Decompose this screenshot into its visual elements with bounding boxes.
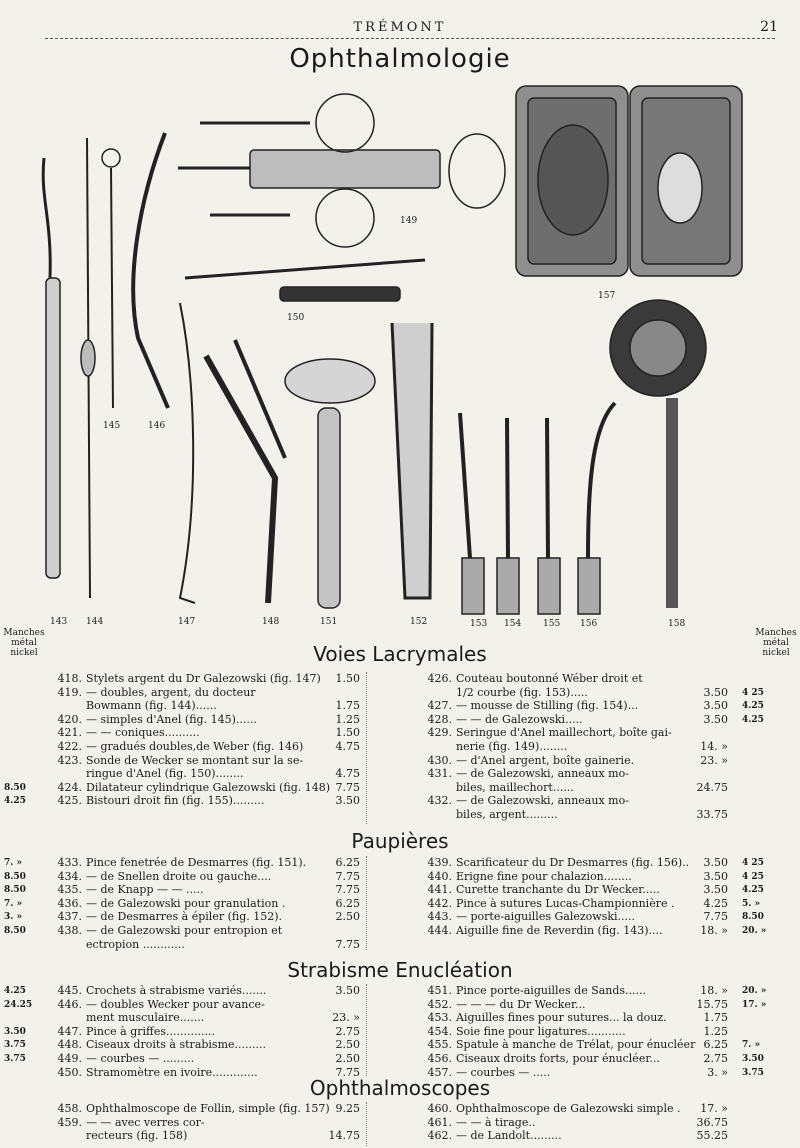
item-price: 36.75: [696, 1115, 728, 1129]
catalog-row: [420, 1011, 728, 1025]
item-number: 438.: [57, 923, 82, 937]
item-number: 444.: [427, 923, 452, 937]
fig-label-147: 147: [178, 617, 196, 627]
fig-label-153: 153: [470, 619, 488, 629]
item-description: ringue d'Anel (fig. 150)........: [86, 767, 244, 781]
item-description: — de Landolt.........: [456, 1129, 562, 1143]
item-description: Pince à sutures Lucas-Championnière .: [456, 896, 675, 910]
item-price: 3.50: [335, 984, 360, 997]
item-number: 423.: [57, 753, 82, 767]
fig-label-146: 146: [148, 421, 166, 431]
item-number: 431.: [427, 767, 452, 781]
item-number: 425.: [57, 794, 82, 808]
fig-label-156: 156: [580, 619, 598, 629]
catalog-row: [50, 672, 360, 686]
item-description: — de Galezowski pour granulation .: [86, 896, 286, 910]
item-description: Aiguilles fines pour sutures... la douz.: [456, 1011, 667, 1025]
catalog-row: [420, 998, 728, 1012]
fig-label-149: 149: [400, 216, 418, 226]
item-number: 427.: [427, 699, 452, 713]
fig-label-152: 152: [410, 617, 428, 627]
catalog-row: [420, 767, 728, 781]
item-price: 1.50: [335, 672, 360, 685]
fig-label-148: 148: [262, 617, 280, 627]
item-number: 456.: [427, 1051, 452, 1065]
catalog-row: [420, 856, 728, 870]
item-price: 6.25: [335, 896, 360, 910]
item-price: 6.25: [335, 856, 360, 869]
item-number: 449.: [57, 1051, 82, 1065]
metal-handle-price: 8.50: [4, 926, 26, 936]
page-brand: TRÉMONT: [353, 20, 447, 35]
catalog-row: [50, 1066, 360, 1080]
item-description: — gradués doubles,de Weber (fig. 146): [86, 739, 304, 753]
item-price: 1.75: [703, 1011, 728, 1025]
item-description: — simples d'Anel (fig. 145)......: [86, 712, 257, 726]
catalog-row: [420, 686, 728, 700]
item-number: 446.: [57, 997, 82, 1011]
item-number: 430.: [427, 753, 452, 767]
item-number: 454.: [427, 1024, 452, 1038]
item-number: 455.: [427, 1038, 452, 1052]
item-description: nerie (fig. 149)........: [456, 739, 568, 753]
item-number: 450.: [57, 1065, 82, 1079]
catalog-row: [420, 754, 728, 768]
item-number: 439.: [427, 856, 452, 869]
item-number: 459.: [57, 1115, 82, 1129]
item-price: 3.50: [703, 712, 728, 726]
item-description: Couteau boutonné Wéber droit et: [456, 672, 643, 685]
item-price: 7.75: [335, 883, 360, 897]
item-number: 441.: [427, 883, 452, 897]
item-description: — — de Galezowski.....: [456, 712, 583, 726]
catalog-row: [50, 998, 360, 1012]
column-separator: [366, 1102, 367, 1146]
item-description: — courbes — .....: [456, 1065, 551, 1079]
catalog-column-left: [50, 672, 360, 808]
item-number: 453.: [427, 1011, 452, 1025]
metal-handle-price: 8.50: [4, 885, 26, 896]
item-price: 24.75: [696, 780, 728, 794]
side-label-right: Manches métal nickel: [755, 628, 797, 658]
item-price: 33.75: [696, 807, 728, 821]
section-title-voies-lacrymales: Voies Lacrymales: [313, 642, 487, 666]
item-description: Stylets argent du Dr Galezowski (fig. 147): [86, 672, 321, 685]
item-price: 17. »: [700, 1102, 728, 1115]
metal-handle-price: 5. »: [742, 898, 761, 909]
item-description: — mousse de Stilling (fig. 154)...: [456, 699, 639, 713]
catalog-row: [420, 1025, 728, 1039]
catalog-row: [420, 883, 728, 897]
fig-label-144: 144: [86, 617, 104, 627]
catalog-row: [50, 1025, 360, 1039]
catalog-column-left: [50, 984, 360, 1079]
item-price: 6.25: [703, 1038, 728, 1052]
item-price: 1.25: [335, 712, 360, 726]
item-number: 421.: [57, 726, 82, 740]
item-price: 23. »: [332, 1011, 360, 1025]
metal-handle-price: 3. »: [4, 912, 23, 923]
item-number: 442.: [427, 896, 452, 910]
item-price: 1.25: [703, 1024, 728, 1038]
fig-label-151: 151: [320, 617, 338, 627]
item-description: — — avec verres cor-: [86, 1115, 205, 1129]
item-price: 14.75: [328, 1129, 360, 1143]
catalog-row: [50, 870, 360, 884]
item-number: 462.: [427, 1129, 452, 1143]
catalog-column-right: [420, 1102, 728, 1143]
item-price: 2.50: [335, 910, 360, 924]
catalog-row: [50, 767, 360, 781]
catalog-row: [50, 856, 360, 870]
item-price: 7.75: [335, 937, 360, 951]
item-price: 2.50: [335, 1051, 360, 1065]
catalog-row: [420, 1066, 728, 1080]
fig-label-154: 154: [504, 619, 522, 629]
item-number: 418.: [57, 672, 82, 685]
fig-label-158: 158: [668, 619, 686, 629]
item-number: 420.: [57, 712, 82, 726]
metal-handle-price: 4.25: [4, 986, 26, 996]
metal-handle-price: 20. »: [742, 986, 767, 996]
metal-handle-price: 3.50: [742, 1054, 764, 1064]
catalog-row: [50, 924, 360, 938]
item-price: 2.75: [703, 1051, 728, 1065]
item-price: 4.75: [335, 767, 360, 781]
item-price: 18. »: [700, 923, 728, 937]
metal-handle-price: 8.50: [742, 912, 764, 923]
catalog-row: [420, 897, 728, 911]
item-number: 434.: [57, 869, 82, 883]
item-description: Bistouri droit fin (fig. 155).........: [86, 794, 265, 808]
catalog-row: [420, 870, 728, 884]
catalog-row: [50, 1011, 360, 1025]
item-description: Crochets à strabisme variés.......: [86, 984, 267, 997]
item-price: 3.50: [703, 869, 728, 883]
metal-handle-price: 8.50: [4, 871, 26, 882]
metal-handle-price: 4 25: [742, 858, 764, 868]
item-price: 4.75: [335, 739, 360, 753]
item-description: Ciseaux droits forts, pour énucléer...: [456, 1051, 660, 1065]
catalog-row: [420, 713, 728, 727]
item-description: Dilatateur cylindrique Galezowski (fig. 148): [86, 780, 331, 794]
catalog-column-left: [50, 1102, 360, 1143]
item-description: Stramomètre en ivoire.............: [86, 1065, 258, 1079]
catalog-row: [420, 1116, 728, 1130]
item-price: 55.25: [696, 1129, 728, 1143]
catalog-row: [50, 713, 360, 727]
catalog-column-right: [420, 984, 728, 1079]
item-price: 7.75: [335, 869, 360, 883]
catalog-column-right: [420, 672, 728, 822]
item-number: 437.: [57, 910, 82, 924]
catalog-row: [50, 726, 360, 740]
catalog-row: [50, 1102, 360, 1116]
catalog-column-right: [420, 856, 728, 938]
item-description: Bowmann (fig. 144)......: [86, 699, 217, 713]
item-price: 4.25: [703, 896, 728, 910]
item-description: Sonde de Wecker se montant sur la se-: [86, 753, 304, 767]
catalog-row: [50, 910, 360, 924]
fig-label-145: 145: [103, 421, 121, 431]
item-number: 424.: [57, 780, 82, 794]
item-price: 3.50: [703, 883, 728, 897]
catalog-row: [420, 1129, 728, 1143]
item-description: — — — du Dr Wecker...: [456, 997, 586, 1011]
item-number: 461.: [427, 1115, 452, 1129]
item-number: 447.: [57, 1024, 82, 1038]
catalog-row: [420, 808, 728, 822]
item-number: 426.: [427, 672, 452, 685]
fig-label-157: 157: [598, 291, 616, 301]
item-description: Seringue d'Anel maillechort, boîte gai-: [456, 726, 672, 740]
item-number: 460.: [427, 1102, 452, 1115]
item-description: — porte-aiguilles Galezowski.....: [456, 910, 635, 924]
item-price: 9.25: [335, 1102, 360, 1115]
catalog-row: [420, 984, 728, 998]
metal-handle-price: 3.75: [742, 1067, 764, 1078]
item-description: — de Desmarres à épiler (fig. 152).: [86, 910, 283, 924]
item-number: 428.: [427, 712, 452, 726]
item-number: 419.: [57, 685, 82, 699]
item-description: Aiguille fine de Reverdin (fig. 143)....: [456, 923, 663, 937]
item-number: 443.: [427, 910, 452, 924]
catalog-row: [420, 1038, 728, 1052]
catalog-row: [50, 754, 360, 768]
section-title-paupieres: Paupières: [351, 829, 449, 853]
item-price: 3.50: [703, 856, 728, 869]
item-description: recteurs (fig. 158): [86, 1129, 188, 1143]
catalog-row: [420, 910, 728, 924]
item-description: Soie fine pour ligatures...........: [456, 1024, 626, 1038]
item-description: Ophthalmoscope de Follin, simple (fig. 157): [86, 1102, 330, 1115]
catalog-row: [420, 794, 728, 808]
metal-handle-price: 24.25: [4, 999, 33, 1010]
side-label-left: Manches métal nickel: [3, 628, 45, 658]
item-price: 7.75: [335, 780, 360, 794]
item-description: biles, argent.........: [456, 807, 558, 821]
item-price: 2.75: [335, 1024, 360, 1038]
item-number: 433.: [57, 856, 82, 869]
item-description: biles, maillechort......: [456, 780, 574, 794]
item-number: 452.: [427, 997, 452, 1011]
item-price: 23. »: [700, 753, 728, 767]
column-separator: [366, 984, 367, 1076]
item-description: Curette tranchante du Dr Wecker.....: [456, 883, 660, 897]
item-description: — de Knapp — — .....: [86, 883, 204, 897]
metal-handle-price: 4 25: [742, 687, 764, 698]
item-description: ment musculaire.......: [86, 1011, 205, 1025]
item-price: 7.75: [703, 910, 728, 924]
item-description: Erigne fine pour chalazion........: [456, 869, 632, 883]
item-number: 457.: [427, 1065, 452, 1079]
item-description: — d'Anel argent, boîte gainerie.: [456, 753, 635, 767]
catalog-row: [420, 924, 728, 938]
item-description: — de Galezowski pour entropion et: [86, 923, 283, 937]
item-number: 451.: [427, 984, 452, 997]
item-number: 422.: [57, 739, 82, 753]
metal-handle-price: 7. »: [4, 898, 23, 909]
metal-handle-price: 7. »: [4, 858, 23, 868]
item-price: 7.75: [335, 1065, 360, 1079]
catalog-column-left: [50, 856, 360, 951]
item-description: — doubles Wecker pour avance-: [86, 997, 265, 1011]
item-price: 2.50: [335, 1038, 360, 1052]
section-title-ophthalmoscopes: Ophthalmoscopes: [309, 1076, 491, 1100]
item-description: — de Galezowski, anneaux mo-: [456, 767, 629, 781]
catalog-row: [420, 1102, 728, 1116]
item-number: 448.: [57, 1038, 82, 1052]
metal-handle-price: 4.25: [742, 701, 764, 712]
catalog-row: [50, 883, 360, 897]
item-description: — de Galezowski, anneaux mo-: [456, 794, 629, 808]
fig-label-150: 150: [287, 313, 305, 323]
metal-handle-price: 17. »: [742, 999, 767, 1010]
metal-handle-price: 4.25: [742, 885, 764, 896]
instruments-illustration: [0, 78, 800, 638]
item-price: 3.50: [703, 685, 728, 699]
item-description: — doubles, argent, du docteur: [86, 685, 256, 699]
metal-handle-price: 4.25: [4, 796, 26, 807]
catalog-row: [50, 938, 360, 952]
metal-handle-price: 4 25: [742, 871, 764, 882]
catalog-row: [420, 726, 728, 740]
metal-handle-price: 3.75: [4, 1040, 26, 1051]
item-price: 3. »: [707, 1065, 728, 1079]
item-number: 436.: [57, 896, 82, 910]
item-price: 15.75: [696, 997, 728, 1011]
item-number: 435.: [57, 883, 82, 897]
item-price: 1.75: [335, 699, 360, 713]
metal-handle-price: 4.25: [742, 714, 764, 725]
catalog-row: [50, 1129, 360, 1143]
item-number: 440.: [427, 869, 452, 883]
item-price: 14. »: [700, 739, 728, 753]
catalog-row: [420, 740, 728, 754]
metal-handle-price: 7. »: [742, 1040, 761, 1051]
page-title: Ophthalmologie: [289, 44, 511, 74]
item-description: Ophthalmoscope de Galezowski simple .: [456, 1102, 681, 1115]
item-description: Pince à griffes..............: [86, 1024, 215, 1038]
catalog-row: [420, 672, 728, 686]
column-separator: [366, 672, 367, 824]
catalog-row: [50, 699, 360, 713]
item-description: — de Snellen droite ou gauche....: [86, 869, 272, 883]
metal-handle-price: 3.50: [4, 1026, 26, 1037]
page-number: 21: [760, 19, 778, 35]
column-separator: [366, 856, 367, 950]
section-title-strabisme: Strabisme Enucléation: [287, 958, 513, 982]
catalog-row: [50, 1116, 360, 1130]
item-number: 432.: [427, 794, 452, 808]
item-description: — courbes — .........: [86, 1051, 195, 1065]
metal-handle-price: 8.50: [4, 782, 26, 793]
header-rule: [45, 38, 775, 39]
item-description: 1/2 courbe (fig. 153).....: [456, 685, 588, 699]
catalog-row: [50, 984, 360, 998]
item-description: — — coniques..........: [86, 726, 200, 740]
item-description: ectropion ............: [86, 937, 185, 951]
item-price: 1.50: [335, 726, 360, 740]
fig-label-155: 155: [543, 619, 561, 629]
item-number: 458.: [57, 1102, 82, 1115]
catalog-row: [50, 781, 360, 795]
catalog-row: [50, 897, 360, 911]
catalog-row: [50, 1038, 360, 1052]
catalog-row: [50, 1052, 360, 1066]
item-description: — — à tirage..: [456, 1115, 536, 1129]
item-description: Pince fenetrée de Desmarres (fig. 151).: [86, 856, 307, 869]
item-description: Ciseaux droits à strabisme.........: [86, 1038, 266, 1052]
item-price: 3.50: [703, 699, 728, 713]
catalog-row: [420, 699, 728, 713]
item-price: 3.50: [335, 794, 360, 808]
item-description: Spatule à manche de Trélat, pour énucléer: [456, 1038, 696, 1052]
catalog-row: [50, 794, 360, 808]
metal-handle-price: 20. »: [742, 926, 767, 936]
item-description: Scarificateur du Dr Desmarres (fig. 156)..: [456, 856, 690, 869]
item-price: 18. »: [700, 984, 728, 997]
item-number: 445.: [57, 984, 82, 997]
catalog-row: [420, 781, 728, 795]
fig-label-143: 143: [50, 617, 68, 627]
catalog-row: [420, 1052, 728, 1066]
metal-handle-price: 3.75: [4, 1054, 26, 1064]
catalog-row: [50, 686, 360, 700]
item-number: 429.: [427, 726, 452, 740]
item-description: Pince porte-aiguilles de Sands......: [456, 984, 647, 997]
catalog-row: [50, 740, 360, 754]
